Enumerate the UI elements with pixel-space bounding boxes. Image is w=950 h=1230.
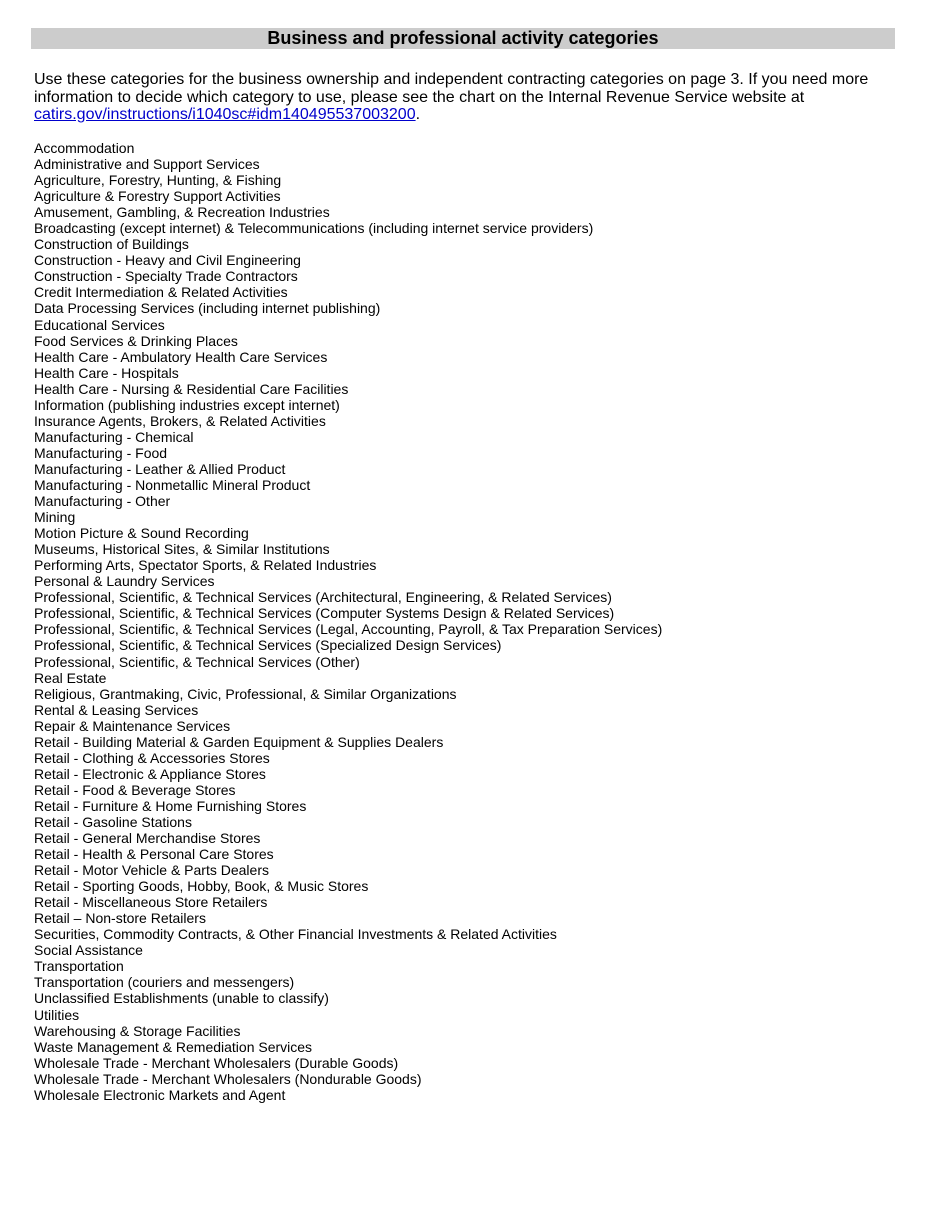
category-item: Construction - Heavy and Civil Engineering xyxy=(34,252,301,269)
category-item: Professional, Scientific, & Technical Services (Specialized Design Services) xyxy=(34,637,502,654)
category-item: Professional, Scientific, & Technical Services (Legal, Accounting, Payroll, & Tax Preparation Services) xyxy=(34,621,663,638)
category-item: Health Care - Hospitals xyxy=(34,364,179,381)
category-item: Unclassified Establishments (unable to classify) xyxy=(34,990,329,1007)
category-item: Performing Arts, Spectator Sports, & Related Industries xyxy=(34,557,377,574)
section-header xyxy=(31,28,895,49)
intro-paragraph xyxy=(34,71,894,124)
category-item: Professional, Scientific, & Technical Services (Architectural, Engineering, & Related Services) xyxy=(34,589,612,606)
category-item: Retail - Motor Vehicle & Parts Dealers xyxy=(34,862,269,879)
category-item: Agriculture, Forestry, Hunting, & Fishing xyxy=(34,172,282,189)
category-item: Professional, Scientific, & Technical Services (Other) xyxy=(34,653,360,670)
category-item: Health Care - Nursing & Residential Care Facilities xyxy=(34,380,349,397)
category-item: Construction of Buildings xyxy=(34,236,189,253)
category-item: Transportation (couriers and messengers) xyxy=(34,974,295,991)
category-item: Manufacturing - Other xyxy=(34,493,171,510)
category-item: Administrative and Support Services xyxy=(34,156,260,173)
category-list xyxy=(34,140,662,1103)
category-item: Data Processing Services (including internet publishing) xyxy=(34,300,381,317)
category-item: Professional, Scientific, & Technical Services (Computer Systems Design & Related Services) xyxy=(34,605,615,622)
category-item: Retail - Furniture & Home Furnishing Stores xyxy=(34,797,307,814)
category-item: Social Assistance xyxy=(34,942,143,959)
category-item: Broadcasting (except internet) & Telecommunications (including internet service providers) xyxy=(34,220,594,237)
category-item: Insurance Agents, Brokers, & Related Activities xyxy=(34,412,326,429)
category-item: Information (publishing industries except internet) xyxy=(34,396,340,413)
page-title: Business and professional activity categories xyxy=(267,28,659,48)
category-item: Food Services & Drinking Places xyxy=(34,332,238,349)
category-item: Manufacturing - Leather & Allied Product xyxy=(34,460,286,477)
intro-text: Use these categories for the business ownership and independent contracting categories on page 3. If you need more information to decide which category to use, please see the chart on the Internal Revenue Service website at xyxy=(34,71,869,106)
category-item: Construction - Specialty Trade Contractors xyxy=(34,268,298,285)
category-item: Repair & Maintenance Services xyxy=(34,717,231,734)
category-item: Retail - Sporting Goods, Hobby, Book, & Music Stores xyxy=(34,878,369,895)
category-item: Wholesale Electronic Markets and Agent xyxy=(34,1086,286,1103)
category-item: Retail - Building Material & Garden Equipment & Supplies Dealers xyxy=(34,733,444,750)
category-item: Manufacturing - Chemical xyxy=(34,428,194,445)
category-item: Health Care - Ambulatory Health Care Services xyxy=(34,348,328,365)
category-item: Mining xyxy=(34,509,76,526)
category-item: Credit Intermediation & Related Activities xyxy=(34,284,288,301)
category-item: Real Estate xyxy=(34,669,107,686)
category-item: Retail - Health & Personal Care Stores xyxy=(34,846,274,863)
category-item: Manufacturing - Food xyxy=(34,444,168,461)
category-item: Museums, Historical Sites, & Similar Institutions xyxy=(34,541,330,558)
category-item: Wholesale Trade - Merchant Wholesalers (Nondurable Goods) xyxy=(34,1070,422,1087)
category-item: Retail - Electronic & Appliance Stores xyxy=(34,765,266,782)
category-item: Motion Picture & Sound Recording xyxy=(34,525,249,542)
category-item: Rental & Leasing Services xyxy=(34,701,199,718)
category-item: Retail - Food & Beverage Stores xyxy=(34,781,236,798)
category-item: Transportation xyxy=(34,958,124,975)
category-item: Utilities xyxy=(34,1006,80,1023)
category-item: Retail - Miscellaneous Store Retailers xyxy=(34,894,268,911)
category-item: Securities, Commodity Contracts, & Other Financial Investments & Related Activities xyxy=(34,926,557,943)
irs-instructions-link[interactable]: catirs.gov/instructions/i1040sc#idm140495537003200 xyxy=(34,106,416,123)
intro-trailing: . xyxy=(415,106,421,123)
category-item: Educational Services xyxy=(34,316,165,333)
category-item: Religious, Grantmaking, Civic, Professional, & Similar Organizations xyxy=(34,685,457,702)
category-item: Amusement, Gambling, & Recreation Industries xyxy=(34,204,330,221)
category-item: Retail - General Merchandise Stores xyxy=(34,830,261,847)
category-item: Retail - Clothing & Accessories Stores xyxy=(34,749,270,766)
category-item: Manufacturing - Nonmetallic Mineral Product xyxy=(34,476,311,493)
category-item: Accommodation xyxy=(34,140,135,156)
category-item: Agriculture & Forestry Support Activities xyxy=(34,188,281,205)
category-item: Waste Management & Remediation Services xyxy=(34,1038,313,1055)
category-item: Wholesale Trade - Merchant Wholesalers (Durable Goods) xyxy=(34,1054,399,1071)
category-item: Personal & Laundry Services xyxy=(34,573,215,590)
category-item: Retail – Non-store Retailers xyxy=(34,910,206,927)
category-item: Warehousing & Storage Facilities xyxy=(34,1022,241,1039)
category-item: Retail - Gasoline Stations xyxy=(34,813,192,830)
